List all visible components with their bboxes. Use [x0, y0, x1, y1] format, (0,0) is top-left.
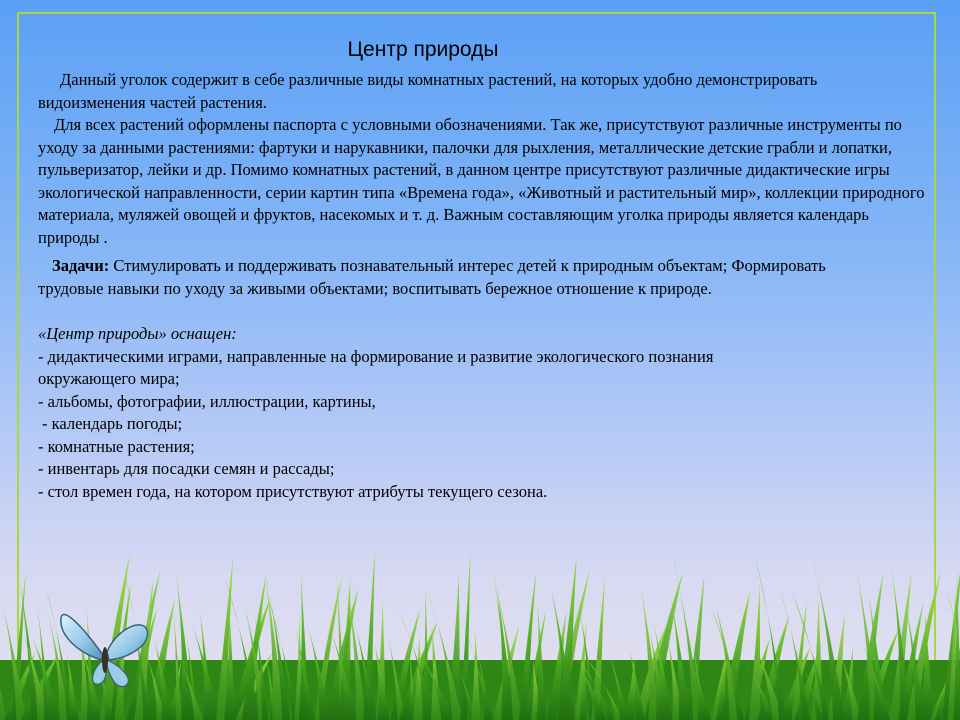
list-item: - комнатные растения; — [38, 436, 195, 456]
list-item: окружающего мира; — [38, 369, 180, 388]
equipment-list — [38, 323, 918, 503]
list-item: - инвентарь для посадки семян и рассады; — [38, 459, 335, 478]
equipment-heading: «Центр природы» оснащен: — [38, 324, 237, 343]
list-item: - стол времен года, на котором присутствуют атрибуты текущего сезона. — [38, 481, 548, 501]
tasks-paragraph — [38, 255, 838, 300]
butterfly-icon — [55, 600, 155, 695]
tasks-label: Задачи: — [52, 256, 110, 275]
list-item: - календарь погоды; — [42, 414, 183, 433]
paragraph-intro: Данный уголок содержит в себе различные виды комнатных растений, на которых удобно демонстрировать видоизменения частей растения. — [38, 70, 818, 112]
tasks-text: Стимулировать и поддерживать познавательный интерес детей к природным объектам; Формировать трудовые навыки по уходу за живыми объектами; воспитывать бережное отношение к природе. — [38, 256, 826, 298]
list-item: - альбомы, фотографии, иллюстрации, картины, — [38, 391, 376, 411]
page-title: Центр природы — [347, 38, 499, 61]
paragraph-details: Для всех растений оформлены паспорта с условными обозначениями. Так же, присутствуют различные инструменты по уходу за данными растениями: фартуки и нарукавники, палочки для рыхления, металлические детские грабли и лопатки, пульверизатор, лейки и др. Помимо комнатных растений, в данном центре присутствуют различные дидактические игры экологической направленности, серии картин типа «Времена года», «Животный и растительный мир», коллекции природного материала, муляжей овощей и фруктов, насекомых и т. д. Важным составляющим уголка природы является календарь природы . — [38, 115, 925, 247]
list-item: - дидактическими играми, направленные на формирование и развитие экологического познания — [38, 346, 714, 366]
